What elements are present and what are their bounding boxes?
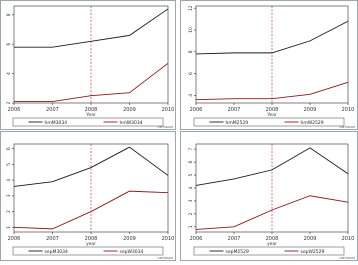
- chart-sep-3034: [0, 131, 176, 261]
- chart-panel-sep-2529: [180, 131, 358, 261]
- y-tick-label: 1: [189, 225, 194, 229]
- chart-panel-hm-2529: [180, 0, 358, 130]
- y-tick-label: 5: [7, 162, 12, 166]
- y-tick-label: 2: [7, 210, 12, 214]
- x-tick-label: 2006: [7, 236, 21, 242]
- legend-label: hmW2529: [300, 120, 324, 126]
- legend-label: sepW2529: [300, 249, 325, 255]
- chart-panel-sep-3034: [0, 131, 176, 261]
- x-tick-label: 2007: [46, 236, 59, 242]
- y-tick-label: 8: [7, 13, 12, 17]
- footer-tag: OM'MDOM: [157, 125, 173, 129]
- x-tick-label: 2008: [84, 107, 98, 113]
- y-tick-label: 4: [189, 186, 194, 190]
- x-tick-label: 2007: [227, 107, 241, 113]
- x-tick-label: 2007: [46, 107, 59, 113]
- x-tick-label: 2006: [7, 107, 21, 113]
- x-tick-label: 2009: [303, 107, 317, 113]
- x-tick-label: 2009: [123, 236, 136, 242]
- y-tick-label: 6: [189, 160, 194, 164]
- x-axis-label: Year: [86, 113, 96, 118]
- y-tick-label: 2: [189, 212, 194, 216]
- x-tick-label: 2008: [84, 236, 98, 242]
- y-tick-label: 4: [7, 72, 12, 76]
- x-axis-label: year: [266, 242, 278, 247]
- y-tick-label: 10: [189, 27, 194, 33]
- x-tick-label: 2006: [189, 107, 203, 113]
- legend-label: sepM2529: [225, 249, 249, 255]
- y-tick-label: 2: [7, 101, 12, 105]
- y-tick-label: 6: [189, 72, 194, 76]
- x-tick-label: 2008: [265, 107, 279, 113]
- y-tick-label: 12: [189, 5, 194, 12]
- y-tick-label: 7: [189, 147, 194, 151]
- footer-tag: OM'MDOM: [157, 256, 173, 260]
- x-axis-label: Year: [267, 113, 277, 118]
- y-tick-label: 4: [7, 178, 12, 182]
- x-tick-label: 2010: [341, 107, 355, 113]
- y-tick-label: 4: [189, 93, 194, 97]
- chart-hm-3034: [0, 0, 176, 130]
- legend-label: hmM2529: [225, 120, 249, 126]
- legend-label: sepM3034: [44, 249, 68, 255]
- x-tick-label: 2010: [161, 236, 175, 242]
- x-tick-label: 2009: [123, 107, 136, 113]
- x-tick-label: 2006: [189, 236, 203, 242]
- x-tick-label: 2007: [227, 236, 241, 242]
- legend-label: hmM3034: [44, 120, 68, 126]
- y-tick-label: 8: [189, 50, 194, 54]
- chart-panel-hm-3034: [0, 0, 176, 130]
- y-tick-label: 1: [7, 225, 12, 229]
- x-axis-label: year: [85, 242, 97, 247]
- footer-tag: OM'MDOM: [339, 125, 355, 129]
- chart-sep-2529: [180, 131, 358, 261]
- y-tick-label: 6: [7, 147, 12, 151]
- chart-hm-2529: [180, 0, 358, 130]
- y-tick-label: 3: [7, 194, 12, 198]
- x-tick-label: 2009: [303, 236, 317, 242]
- x-tick-label: 2008: [265, 236, 279, 242]
- x-tick-label: 2010: [161, 107, 175, 113]
- y-tick-label: 6: [7, 42, 12, 46]
- y-tick-label: 5: [189, 173, 194, 177]
- footer-tag: OM'MDOM: [339, 256, 355, 260]
- y-tick-label: 3: [189, 199, 194, 203]
- legend-label: sepW3034: [119, 249, 144, 255]
- legend-label: hmW3034: [119, 120, 143, 126]
- x-tick-label: 2010: [341, 236, 355, 242]
